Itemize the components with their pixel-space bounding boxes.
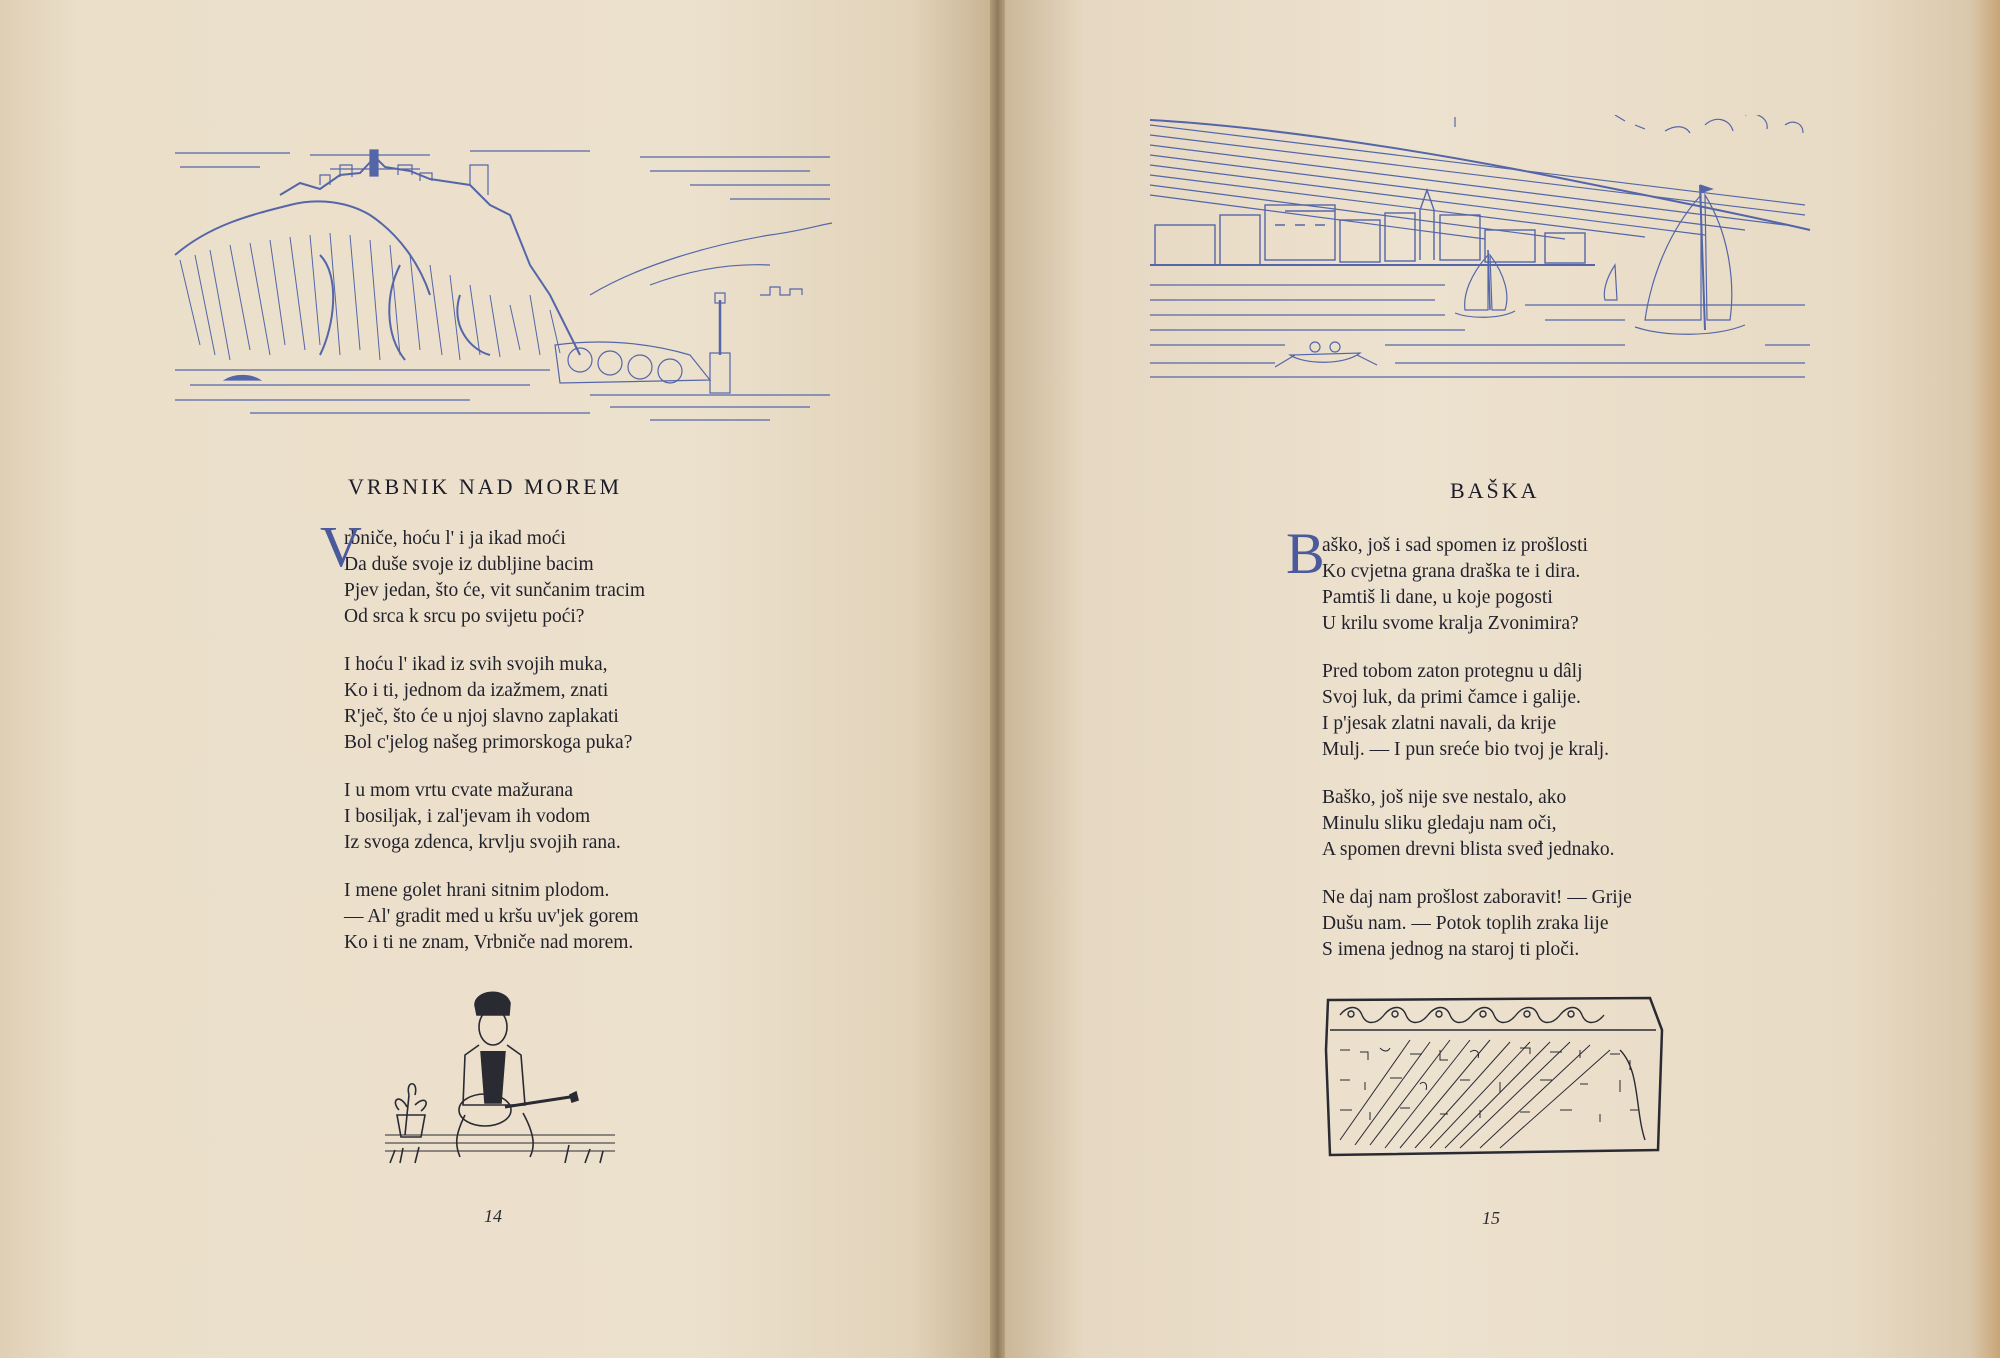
poem-line: S imena jednog na staroj ti ploči.: [1322, 939, 1580, 960]
water-lines: [175, 370, 830, 420]
stanza-2: [344, 652, 645, 756]
poem-title-vrbnik: VRBNIK NAD MOREM: [348, 474, 623, 499]
poem-line: I p'jesak zlatni navali, da krije: [1322, 713, 1557, 734]
stanza-2: [1322, 659, 1632, 763]
rowboat: [1275, 342, 1377, 367]
poem-vrbnik: [320, 514, 646, 978]
poem-line: A spomen drevni blista sveđ jednako.: [1322, 839, 1615, 860]
poem-title-baska: BAŠKA: [1450, 478, 1540, 503]
page-number-right: 15: [1482, 1208, 1500, 1228]
drop-cap-b: B: [1286, 521, 1325, 586]
poem-line: Mulj. — I pun sreće bio tvoj je kralj.: [1322, 739, 1610, 760]
poem-line: I u mom vrtu cvate mažurana: [344, 780, 574, 801]
poem-line: I bosiljak, i zal'jevam ih vodom: [344, 806, 591, 827]
poem-line: — Al' gradit med u kršu uv'jek gorem: [344, 906, 639, 927]
poem-line: Ne daj nam prošlost zaboravit! — Grije: [1322, 887, 1632, 908]
drop-cap-v: V: [320, 514, 362, 579]
poem-line: Da duše svoje iz dubljine bacim: [344, 554, 594, 575]
stanza-1: [1322, 533, 1632, 637]
tablet-ornament-band: [1340, 1008, 1604, 1023]
poem-line: Ko i ti, jednom da izažmem, znati: [344, 680, 609, 701]
baska-engraving: [1145, 115, 1815, 390]
stanza-4: [344, 878, 645, 956]
poem-line: Ko i ti ne znam, Vrbniče nad morem.: [344, 932, 634, 953]
poem-line: Minulu sliku gledaju nam oči,: [1322, 813, 1557, 834]
poem-line: Ko cvjetna grana draška te i dira.: [1322, 561, 1581, 582]
vrbnik-engraving: [170, 145, 835, 427]
poem-line: Svoj luk, da primi čamce i galije.: [1322, 687, 1581, 708]
poem-line: Pamtiš li dane, u koje pogosti: [1322, 587, 1553, 608]
poem-line: Dušu nam. — Potok toplih zraka lije: [1322, 913, 1609, 934]
water-lines: [1150, 285, 1810, 377]
poem-line: Bol c'jelog našeg primorskoga puka?: [344, 732, 633, 753]
baska-tablet-illustration: [1320, 990, 1670, 1165]
sailboat-large: [1635, 185, 1745, 334]
stanza-4: [1322, 885, 1632, 963]
stanza-3: [1322, 785, 1632, 863]
poem-line: rbniče, hoću l' i ja ikad moći: [344, 528, 566, 549]
poem-line: U krilu svome kralja Zvonimira?: [1322, 613, 1579, 634]
page-number-left: 14: [484, 1206, 502, 1226]
poem-baska: [1286, 521, 1632, 985]
tamburica-player-illustration: [385, 985, 615, 1165]
stanza-1: [344, 526, 645, 630]
poem-line: Pjev jedan, što će, vit sunčanim tracim: [344, 580, 646, 601]
sky-hatching: [175, 151, 830, 199]
poem-line: Baško, još nije sve nestalo, ako: [1322, 787, 1567, 808]
poem-line: Pred tobom zaton protegnu u dâlj: [1322, 661, 1583, 682]
stanza-3: [344, 778, 645, 856]
poem-line: Od srca k srcu po svijetu poći?: [344, 606, 585, 627]
book-gutter: [990, 0, 1005, 1358]
glagolitic-inscription-hatching: [1340, 1040, 1638, 1148]
poem-line: I hoću l' ikad iz svih svojih muka,: [344, 654, 608, 675]
breakwater: [555, 293, 730, 393]
poem-line: aško, još i sad spomen iz prošlosti: [1322, 535, 1588, 556]
cliff-hatching: [180, 233, 560, 360]
poem-line: I mene golet hrani sitnim plodom.: [344, 880, 610, 901]
poem-line: Iz svoga zdenca, krvlju svojih rana.: [344, 832, 621, 853]
left-page: [0, 0, 990, 1358]
poem-line: R'ječ, što će u njoj slavno zaplakati: [344, 706, 619, 727]
right-page: [1005, 0, 2000, 1358]
